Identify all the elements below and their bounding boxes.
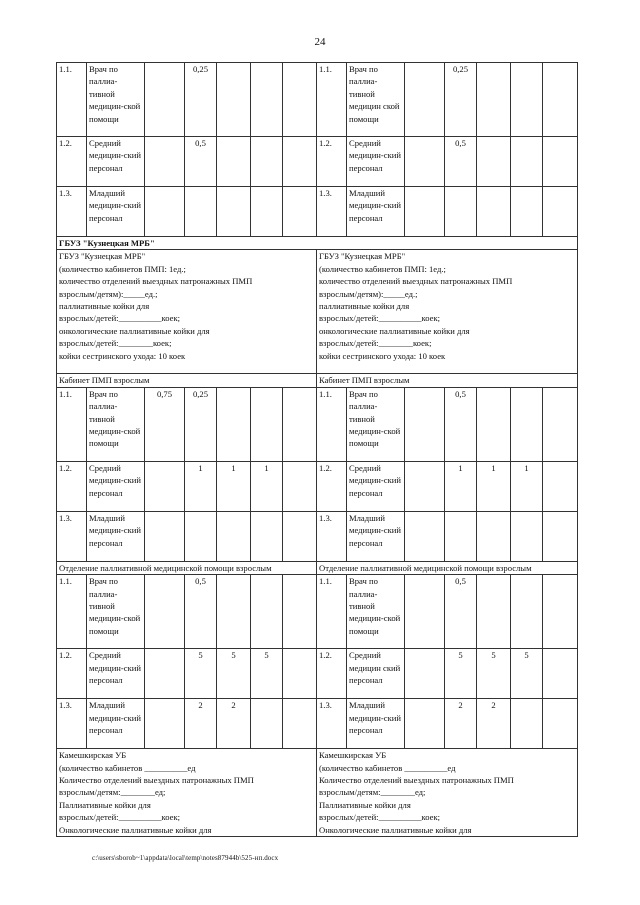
info-line: Паллиативные койки для bbox=[319, 799, 411, 810]
info-line: (количество кабинетов __________ед bbox=[59, 762, 196, 773]
value-cell bbox=[511, 511, 543, 561]
row-number: 1.2. bbox=[317, 649, 347, 699]
value-cell bbox=[477, 187, 511, 237]
info-line: взрослых/детей:__________коек; bbox=[319, 313, 441, 324]
table-row bbox=[57, 511, 578, 561]
value-cell bbox=[477, 137, 511, 187]
value-cell bbox=[251, 511, 283, 561]
info-line: онкологические паллиативные койки для bbox=[319, 325, 470, 336]
row-number: 1.2. bbox=[317, 461, 347, 511]
value-cell bbox=[217, 387, 251, 461]
department-heading-left: Отделение паллиативной медицинской помощи взрослым bbox=[57, 561, 317, 574]
bottom-info-row bbox=[57, 749, 578, 837]
value-cell bbox=[405, 511, 445, 561]
info-line: взрослым/детям:________ед; bbox=[59, 787, 166, 798]
department-heading-right: Отделение паллиативной медицинской помощи взрослым bbox=[317, 561, 578, 574]
table-row bbox=[57, 575, 578, 649]
value-cell bbox=[477, 63, 511, 137]
footer-file-path: c:\users\sborob~1\appdata\local\temp\notes87944b\525-нп.docx bbox=[92, 854, 279, 862]
value-cell bbox=[145, 575, 185, 649]
value-cell bbox=[217, 575, 251, 649]
value-cell bbox=[511, 63, 543, 137]
info-line: взрослым/детям):_____ед.; bbox=[319, 288, 418, 299]
value-cell: 1 bbox=[251, 461, 283, 511]
value-cell bbox=[445, 511, 477, 561]
info-line: взрослых/детей:__________коек; bbox=[59, 812, 181, 823]
info-line: взрослых/детей:________коек; bbox=[59, 338, 172, 349]
info-line: взрослым/детям):_____ед.; bbox=[59, 288, 158, 299]
info-line: взрослых/детей:________коек; bbox=[319, 338, 432, 349]
value-cell: 1 bbox=[217, 461, 251, 511]
info-line: количество отделений выездных патронажных ПМП bbox=[59, 276, 253, 287]
info-block-left bbox=[57, 250, 317, 374]
position-name: Врач по паллиа-тивной медицин-ской помощи bbox=[347, 575, 405, 649]
value-cell bbox=[477, 387, 511, 461]
info-block-left bbox=[57, 749, 317, 837]
info-line: ГБУЗ "Кузнецкая МРБ" bbox=[59, 251, 146, 262]
position-name: Врач по паллиа-тивной медицин ской помощи bbox=[347, 63, 405, 137]
info-line: паллиативные койки для bbox=[319, 301, 410, 312]
table-row bbox=[57, 137, 578, 187]
value-cell bbox=[283, 575, 317, 649]
value-cell bbox=[145, 137, 185, 187]
value-cell bbox=[251, 575, 283, 649]
value-cell bbox=[251, 137, 283, 187]
value-cell bbox=[145, 187, 185, 237]
value-cell bbox=[405, 63, 445, 137]
value-cell: 0,5 bbox=[185, 575, 217, 649]
row-number: 1.3. bbox=[57, 187, 87, 237]
position-name: Средний медицин ский персонал bbox=[347, 649, 405, 699]
value-cell: 1 bbox=[511, 461, 543, 511]
row-number: 1.2. bbox=[57, 649, 87, 699]
info-line: онкологические паллиативные койки для bbox=[59, 325, 210, 336]
row-number: 1.1. bbox=[317, 63, 347, 137]
value-cell: 0,75 bbox=[145, 387, 185, 461]
value-cell bbox=[405, 699, 445, 749]
section-title-row bbox=[57, 237, 578, 250]
info-line: Камешкирская УБ bbox=[319, 750, 387, 761]
info-line: (количество кабинетов ПМП: 1ед.; bbox=[59, 263, 186, 274]
table-row bbox=[57, 187, 578, 237]
row-number: 1.2. bbox=[57, 461, 87, 511]
value-cell: 5 bbox=[511, 649, 543, 699]
value-cell bbox=[217, 63, 251, 137]
value-cell: 2 bbox=[477, 699, 511, 749]
value-cell bbox=[405, 461, 445, 511]
value-cell bbox=[185, 511, 217, 561]
info-line: количество отделений выездных патронажных ПМП bbox=[319, 276, 513, 287]
value-cell bbox=[511, 137, 543, 187]
value-cell bbox=[283, 187, 317, 237]
table-body bbox=[57, 63, 578, 837]
value-cell: 5 bbox=[445, 649, 477, 699]
value-cell bbox=[283, 511, 317, 561]
row-number: 1.1. bbox=[317, 575, 347, 649]
value-cell bbox=[405, 187, 445, 237]
value-cell: 5 bbox=[217, 649, 251, 699]
value-cell bbox=[543, 649, 578, 699]
info-line: паллиативные койки для bbox=[59, 301, 150, 312]
position-name: Младший медицин-ский персонал bbox=[87, 187, 145, 237]
value-cell bbox=[283, 63, 317, 137]
info-line: койки сестринского ухода: 10 коек bbox=[59, 350, 186, 361]
position-name: Младший медицин-ский персонал bbox=[347, 699, 405, 749]
value-cell bbox=[251, 187, 283, 237]
table-row bbox=[57, 461, 578, 511]
value-cell bbox=[145, 649, 185, 699]
row-number: 1.2. bbox=[317, 137, 347, 187]
value-cell: 2 bbox=[217, 699, 251, 749]
row-number: 1.3. bbox=[317, 511, 347, 561]
value-cell: 2 bbox=[445, 699, 477, 749]
value-cell: 1 bbox=[185, 461, 217, 511]
value-cell bbox=[511, 575, 543, 649]
info-line: Количество отделений выездных патронажных ПМП bbox=[59, 775, 254, 786]
value-cell bbox=[145, 699, 185, 749]
table-row bbox=[57, 387, 578, 461]
value-cell bbox=[543, 511, 578, 561]
info-line: Камешкирская УБ bbox=[59, 750, 127, 761]
value-cell: 0,5 bbox=[445, 575, 477, 649]
value-cell bbox=[283, 649, 317, 699]
value-cell bbox=[543, 137, 578, 187]
info-row bbox=[57, 250, 578, 374]
info-block-right bbox=[317, 250, 578, 374]
table-row bbox=[57, 63, 578, 137]
value-cell: 5 bbox=[477, 649, 511, 699]
value-cell: 2 bbox=[185, 699, 217, 749]
info-line: Онкологические паллиативные койки для bbox=[319, 824, 472, 835]
value-cell bbox=[145, 63, 185, 137]
value-cell bbox=[543, 387, 578, 461]
value-cell: 0,25 bbox=[185, 63, 217, 137]
value-cell bbox=[543, 575, 578, 649]
position-name: Врач по паллиа-тивной медицин-ской помощи bbox=[347, 387, 405, 461]
value-cell bbox=[543, 461, 578, 511]
info-line: ГБУЗ "Кузнецкая МРБ" bbox=[319, 251, 406, 262]
row-number: 1.3. bbox=[317, 187, 347, 237]
value-cell bbox=[251, 699, 283, 749]
position-name: Младший медицин-ский персонал bbox=[347, 187, 405, 237]
position-name: Младший медицин-ский персонал bbox=[87, 699, 145, 749]
info-line: Онкологические паллиативные койки для bbox=[59, 824, 212, 835]
info-line: (количество кабинетов ПМП: 1ед.; bbox=[319, 263, 446, 274]
value-cell bbox=[405, 137, 445, 187]
value-cell bbox=[405, 387, 445, 461]
info-line: (количество кабинетов __________ед bbox=[319, 762, 456, 773]
value-cell: 5 bbox=[251, 649, 283, 699]
value-cell: 5 bbox=[185, 649, 217, 699]
value-cell bbox=[543, 699, 578, 749]
value-cell bbox=[445, 187, 477, 237]
row-number: 1.1. bbox=[57, 63, 87, 137]
value-cell bbox=[145, 461, 185, 511]
position-name: Средний медицин-ский персонал bbox=[87, 137, 145, 187]
value-cell bbox=[477, 511, 511, 561]
row-number: 1.1. bbox=[57, 387, 87, 461]
value-cell: 0,5 bbox=[445, 137, 477, 187]
info-line: взрослых/детей:__________коек; bbox=[319, 812, 441, 823]
row-number: 1.2. bbox=[57, 137, 87, 187]
position-name: Средний медицин-ский персонал bbox=[347, 137, 405, 187]
position-name: Средний медицин-ский персонал bbox=[347, 461, 405, 511]
position-name: Врач по паллиа-тивной медицин-ской помощи bbox=[87, 63, 145, 137]
value-cell bbox=[511, 387, 543, 461]
position-name: Младший медицин-ский персонал bbox=[347, 511, 405, 561]
value-cell: 0,5 bbox=[445, 387, 477, 461]
info-block-right bbox=[317, 749, 578, 837]
cabinet-heading bbox=[57, 374, 578, 387]
value-cell bbox=[283, 461, 317, 511]
row-number: 1.3. bbox=[57, 511, 87, 561]
page-number: 24 bbox=[314, 36, 326, 48]
position-name: Средний медицин-ский персонал bbox=[87, 461, 145, 511]
value-cell: 0,25 bbox=[185, 387, 217, 461]
value-cell bbox=[543, 63, 578, 137]
position-name: Младший медицин-ский персонал bbox=[87, 511, 145, 561]
department-heading bbox=[57, 561, 578, 574]
value-cell bbox=[145, 511, 185, 561]
staffing-table bbox=[56, 62, 578, 837]
value-cell bbox=[477, 575, 511, 649]
value-cell bbox=[217, 137, 251, 187]
table-row bbox=[57, 699, 578, 749]
value-cell: 0,25 bbox=[445, 63, 477, 137]
row-number: 1.1. bbox=[57, 575, 87, 649]
section-title: ГБУЗ "Кузнецкая МРБ" bbox=[57, 237, 578, 250]
value-cell bbox=[217, 511, 251, 561]
value-cell bbox=[511, 187, 543, 237]
info-line: Количество отделений выездных патронажных ПМП bbox=[319, 775, 514, 786]
value-cell bbox=[185, 187, 217, 237]
value-cell bbox=[543, 187, 578, 237]
value-cell bbox=[405, 649, 445, 699]
value-cell: 1 bbox=[445, 461, 477, 511]
value-cell: 0,5 bbox=[185, 137, 217, 187]
row-number: 1.1. bbox=[317, 387, 347, 461]
value-cell bbox=[511, 699, 543, 749]
row-number: 1.3. bbox=[57, 699, 87, 749]
info-line: Паллиативные койки для bbox=[59, 799, 151, 810]
value-cell bbox=[217, 187, 251, 237]
value-cell: 1 bbox=[477, 461, 511, 511]
info-line: взрослых/детей:__________коек; bbox=[59, 313, 181, 324]
value-cell bbox=[283, 699, 317, 749]
table-row bbox=[57, 649, 578, 699]
position-name: Врач по паллиа-тивной медицин-ской помощи bbox=[87, 575, 145, 649]
value-cell bbox=[405, 575, 445, 649]
value-cell bbox=[251, 387, 283, 461]
info-line: взрослым/детям:________ед; bbox=[319, 787, 426, 798]
info-line: койки сестринского ухода: 10 коек bbox=[319, 350, 446, 361]
value-cell bbox=[283, 387, 317, 461]
cabinet-heading-left: Кабинет ПМП взрослым bbox=[57, 374, 317, 387]
position-name: Врач по паллиа-тивной медицин-ской помощи bbox=[87, 387, 145, 461]
cabinet-heading-right: Кабинет ПМП взрослым bbox=[317, 374, 578, 387]
row-number: 1.3. bbox=[317, 699, 347, 749]
value-cell bbox=[283, 137, 317, 187]
position-name: Средний медицин-ский персонал bbox=[87, 649, 145, 699]
value-cell bbox=[251, 63, 283, 137]
